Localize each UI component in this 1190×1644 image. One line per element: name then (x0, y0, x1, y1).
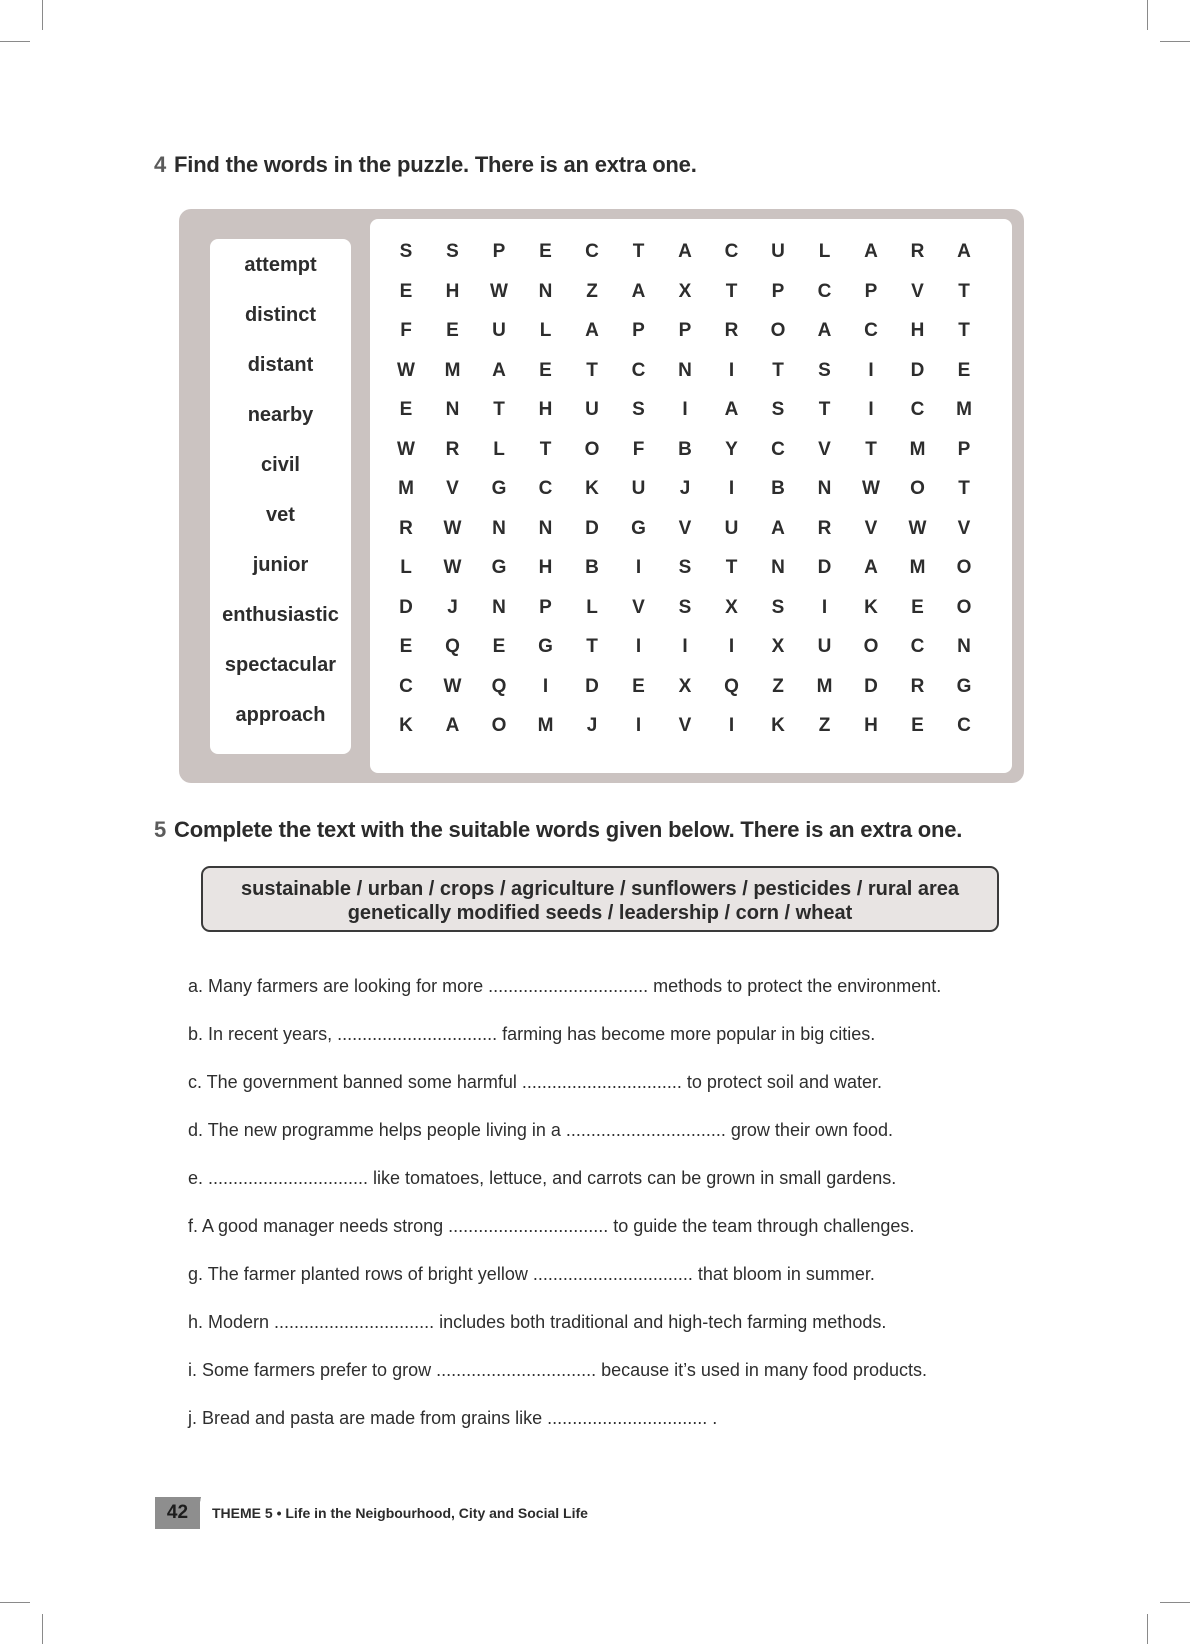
grid-letter: P (771, 280, 785, 302)
grid-letter: N (678, 359, 692, 381)
grid-letter: I (682, 636, 688, 657)
grid-letter: U (585, 399, 599, 420)
word-bank-line: genetically modified seeds / leadership / corn / wheat (347, 902, 853, 924)
grid-letter: A (817, 320, 832, 341)
grid-letter: Z (586, 280, 598, 302)
grid-letter: N (538, 517, 553, 539)
grid-letter: K (399, 715, 413, 736)
grid-letter: X (771, 636, 785, 657)
grid-letter: W (862, 478, 880, 499)
grid-letter: T (772, 359, 784, 381)
grid-letter: A (771, 517, 785, 539)
grid-letter: T (818, 399, 831, 420)
grid-letter: P (632, 320, 645, 341)
exercise-4-heading (154, 152, 697, 178)
grid-letter: R (817, 517, 832, 539)
grid-letter: A (445, 715, 460, 736)
grid-letter: Z (818, 715, 831, 736)
word-list-item: approach (235, 704, 326, 726)
grid-letter: O (956, 557, 972, 578)
word-bank (201, 866, 999, 932)
page-number: 42 (155, 1497, 200, 1529)
word-list-item: distant (247, 354, 314, 376)
grid-letter: T (958, 478, 970, 499)
theme-title: THEME 5 • Life in the Neigbourhood, City and Social Life (212, 1505, 588, 1521)
grid-letter: E (539, 359, 552, 381)
grid-letter: L (400, 557, 412, 578)
grid-letter: O (863, 636, 879, 657)
grid-letter: Q (491, 675, 507, 697)
grid-letter: C (724, 241, 739, 262)
grid-letter: O (770, 320, 786, 341)
grid-letter: L (586, 596, 598, 618)
sentence-f: f. A good manager needs strong ................................ to guide the team through challenges. (188, 1216, 915, 1236)
grid-letter: E (911, 715, 924, 736)
word-list-item: nearby (247, 404, 314, 426)
crop-mark (0, 41, 30, 42)
grid-letter: U (492, 320, 506, 341)
grid-letter: T (493, 399, 505, 420)
sentence-d: d. The new programme helps people living in a ................................ grow their own food. (188, 1120, 894, 1140)
grid-letter: S (399, 241, 413, 262)
grid-letter: H (910, 320, 925, 341)
grid-letter: N (492, 596, 506, 618)
grid-letter: M (537, 715, 554, 736)
grid-letter: C (910, 636, 925, 657)
grid-letter: W (397, 359, 415, 381)
grid-letter: D (399, 596, 413, 618)
grid-letter: E (957, 359, 971, 381)
grid-letter: I (635, 715, 642, 736)
grid-letter: G (956, 675, 972, 697)
grid-letter: A (864, 557, 878, 578)
grid-letter: A (492, 359, 506, 381)
grid-letter: N (817, 478, 832, 499)
sentence-g: g. The farmer planted rows of bright yellow ................................ that bloom in summer. (188, 1264, 875, 1284)
grid-letter: T (725, 280, 738, 302)
grid-letter: C (585, 241, 599, 262)
crop-mark (42, 1614, 43, 1644)
grid-letter: T (958, 280, 970, 302)
grid-letter: K (864, 596, 878, 618)
grid-letter: I (868, 399, 874, 420)
page-number-tab (193, 1497, 203, 1529)
grid-letter: A (864, 241, 878, 262)
grid-letter: X (678, 675, 692, 697)
sentence-e: e. ................................ like tomatoes, lettuce, and carrots can be grown in small gardens. (188, 1168, 897, 1188)
grid-letter: S (678, 596, 692, 618)
grid-letter: I (728, 636, 735, 657)
grid-letter: I (635, 557, 642, 578)
grid-letter: J (586, 715, 598, 736)
grid-letter: G (538, 636, 553, 657)
grid-letter: O (956, 596, 972, 618)
grid-letter: D (817, 557, 832, 578)
grid-letter: C (399, 675, 413, 697)
grid-letter: J (679, 478, 691, 499)
grid-letter: P (492, 241, 506, 262)
grid-letter: B (678, 438, 692, 460)
grid-letter: E (399, 399, 413, 420)
grid-letter: W (397, 438, 415, 460)
grid-letter: V (911, 280, 924, 302)
exercise-instruction: Find the words in the puzzle. There is an extra one. (174, 152, 697, 177)
grid-letter: M (909, 438, 926, 460)
grid-letter: B (771, 478, 785, 499)
grid-letter: W (908, 517, 927, 539)
grid-letter: T (586, 636, 598, 657)
grid-letter: V (957, 517, 971, 539)
grid-letter: V (864, 517, 878, 539)
grid-letter: R (910, 241, 925, 262)
crop-mark (42, 0, 43, 30)
grid-letter: T (725, 557, 738, 578)
grid-letter: B (585, 557, 599, 578)
crop-mark (1147, 1614, 1148, 1644)
grid-letter: M (909, 557, 926, 578)
grid-letter: I (635, 636, 642, 657)
grid-letter: V (446, 478, 459, 499)
grid-letter: E (492, 636, 506, 657)
grid-letter: R (445, 438, 460, 460)
grid-letter: C (771, 438, 785, 460)
sentence-c: c. The government banned some harmful ................................ to protect soil and water. (188, 1072, 882, 1092)
grid-letter: V (818, 438, 831, 460)
grid-letter: D (910, 359, 925, 381)
sentence-b: b. In recent years, ................................ farming has become more popular in big cities. (188, 1024, 876, 1044)
grid-letter: P (678, 320, 692, 341)
grid-letter: N (538, 280, 553, 302)
grid-letter: U (771, 241, 785, 262)
sentence-i: i. Some farmers prefer to grow ................................ because it’s used in many food products. (188, 1360, 927, 1380)
letter-grid (370, 219, 1012, 773)
grid-letter: G (491, 557, 507, 578)
grid-letter: S (632, 399, 645, 420)
grid-letter: A (724, 399, 739, 420)
grid-letter: E (632, 675, 645, 697)
grid-letter: J (447, 596, 458, 618)
exercise-number: 5 (154, 817, 167, 842)
word-bank-line: sustainable / urban / crops / agriculture / sunflowers / pesticides / rural area (240, 878, 959, 900)
grid-letter: U (631, 478, 646, 499)
grid-letter: T (632, 241, 645, 262)
grid-letter: A (631, 280, 646, 302)
word-list-item: junior (252, 554, 309, 576)
grid-letter: H (538, 557, 553, 578)
grid-letter: V (678, 517, 692, 539)
grid-letter: C (631, 359, 646, 381)
grid-letter: O (910, 478, 925, 499)
grid-letter: W (443, 675, 462, 697)
exercise-instruction: Complete the text with the suitable words given below. There is an extra one. (174, 817, 963, 842)
exercise-5-heading (154, 817, 962, 843)
grid-letter: A (678, 241, 692, 262)
word-list-item: vet (266, 504, 295, 526)
grid-letter: F (632, 438, 645, 460)
grid-letter: T (586, 359, 598, 381)
grid-letter: W (443, 557, 462, 578)
grid-letter: I (728, 478, 735, 499)
grid-letter: N (771, 557, 785, 578)
grid-letter: E (539, 241, 552, 262)
grid-letter: I (682, 399, 688, 420)
grid-letter: T (539, 438, 552, 460)
word-list (210, 239, 351, 754)
grid-letter: K (585, 478, 599, 499)
grid-letter: V (632, 596, 645, 618)
grid-letter: L (493, 438, 505, 460)
grid-letter: E (446, 320, 459, 341)
grid-letter: M (956, 399, 972, 420)
word-list-item: enthusiastic (222, 604, 339, 626)
crop-mark (1160, 41, 1190, 42)
grid-letter: O (491, 715, 507, 736)
grid-letter: N (445, 399, 460, 420)
grid-letter: D (864, 675, 878, 697)
grid-letter: U (817, 636, 832, 657)
grid-letter: R (399, 517, 413, 539)
grid-letter: M (816, 675, 833, 697)
grid-letter: C (864, 320, 878, 341)
word-list-item: distinct (244, 304, 317, 326)
grid-letter: O (584, 438, 600, 460)
word-list-item: spectacular (224, 654, 337, 676)
grid-letter: S (771, 399, 785, 420)
grid-letter: I (728, 359, 735, 381)
grid-letter: U (724, 517, 739, 539)
crop-mark (1160, 1602, 1190, 1603)
grid-letter: S (446, 241, 459, 262)
grid-letter: H (864, 715, 878, 736)
grid-letter: A (585, 320, 599, 341)
grid-letter: W (443, 517, 462, 539)
grid-letter: I (542, 675, 549, 697)
grid-letter: V (678, 715, 692, 736)
grid-letter: D (585, 517, 599, 539)
grid-letter: E (399, 636, 413, 657)
grid-letter: W (490, 280, 508, 302)
crop-mark (1147, 0, 1148, 30)
sentence-a: a. Many farmers are looking for more ................................ methods to protect the environment. (188, 976, 942, 996)
grid-letter: D (585, 675, 599, 697)
exercise-number: 4 (154, 152, 167, 177)
crop-mark (0, 1602, 30, 1603)
grid-letter: I (868, 359, 874, 381)
grid-letter: F (400, 320, 412, 341)
grid-letter: L (818, 241, 831, 262)
grid-letter: A (957, 241, 971, 262)
word-list-item: civil (261, 454, 300, 476)
grid-letter: R (910, 675, 925, 697)
grid-letter: M (444, 359, 461, 381)
grid-letter: P (864, 280, 878, 302)
grid-letter: Q (724, 675, 739, 697)
grid-letter: I (821, 596, 828, 618)
grid-letter: X (678, 280, 692, 302)
sentence-h: h. Modern ................................ includes both traditional and high-tech farming methods. (188, 1312, 887, 1332)
grid-letter: L (539, 320, 552, 341)
word-list-item: attempt (244, 254, 317, 276)
grid-letter: Y (725, 438, 738, 460)
grid-letter: C (957, 715, 971, 736)
grid-letter: G (491, 478, 507, 499)
grid-letter: S (818, 359, 831, 381)
grid-letter: E (911, 596, 924, 618)
grid-letter: Q (445, 636, 460, 657)
grid-letter: N (957, 636, 971, 657)
grid-letter: P (957, 438, 971, 460)
grid-letter: Z (772, 675, 784, 697)
grid-letter: C (538, 478, 553, 499)
grid-letter: T (958, 320, 970, 341)
grid-letter: S (771, 596, 785, 618)
grid-letter: R (724, 320, 739, 341)
grid-letter: G (631, 517, 646, 539)
grid-letter: T (865, 438, 877, 460)
grid-letter: P (539, 596, 552, 618)
sentence-j: j. Bread and pasta are made from grains like ................................ . (188, 1408, 718, 1428)
grid-letter: H (445, 280, 460, 302)
grid-letter: M (398, 478, 414, 499)
grid-letter: N (492, 517, 506, 539)
grid-letter: H (538, 399, 553, 420)
grid-letter: I (728, 715, 735, 736)
grid-letter: E (399, 280, 413, 302)
grid-letter: X (725, 596, 738, 618)
grid-letter: S (678, 557, 692, 578)
grid-letter: C (910, 399, 925, 420)
grid-letter: C (817, 280, 832, 302)
grid-letter: K (771, 715, 785, 736)
